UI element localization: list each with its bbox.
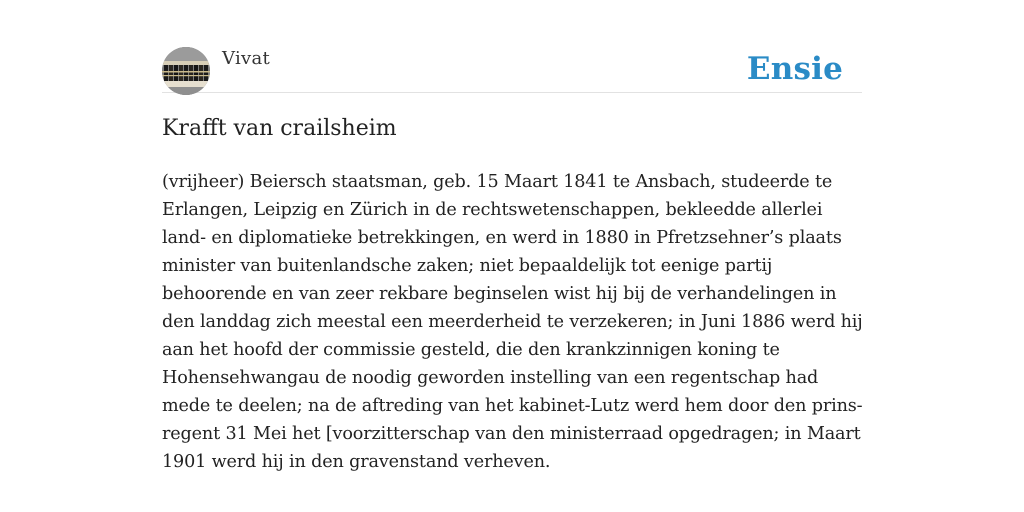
source-name[interactable]: Vivat	[222, 48, 271, 69]
page-title: Krafft van crailsheim	[162, 116, 397, 141]
brand-logo[interactable]: Ensie	[746, 51, 843, 87]
book-spines-icon[interactable]	[162, 47, 210, 95]
article-body: (vrijheer) Beiersch staatsman, geb. 15 Maart 1841 te Ansbach, studeerde te Erlangen, Leipzig en Zürich in de rechtswetenschappen, bekleedde allerlei land- en diplomatieke betrekkingen, en werd in 1880 in Pfretzsehner’s plaats minister van buitenlandsche zaken; niet bepaaldelijk tot eenige partij behoorende en van zeer rekbare beginselen wist hij bij de verhandelingen in den landdag zich meestal een meerderheid te verzekeren; in Juni 1886 werd hij aan het hoofd der commissie gesteld, die den krankzinnigen koning te Hohensehwangau de noodig geworden instelling van een regentschap had mede te deelen; na de aftreding van het kabinet-Lutz werd hem door den prins-regent 31 Mei het [voorzitterschap van den ministerraad opgedragen; in Maart 1901 werd hij in den gravenstand verheven.	[162, 172, 863, 472]
header	[162, 46, 862, 93]
